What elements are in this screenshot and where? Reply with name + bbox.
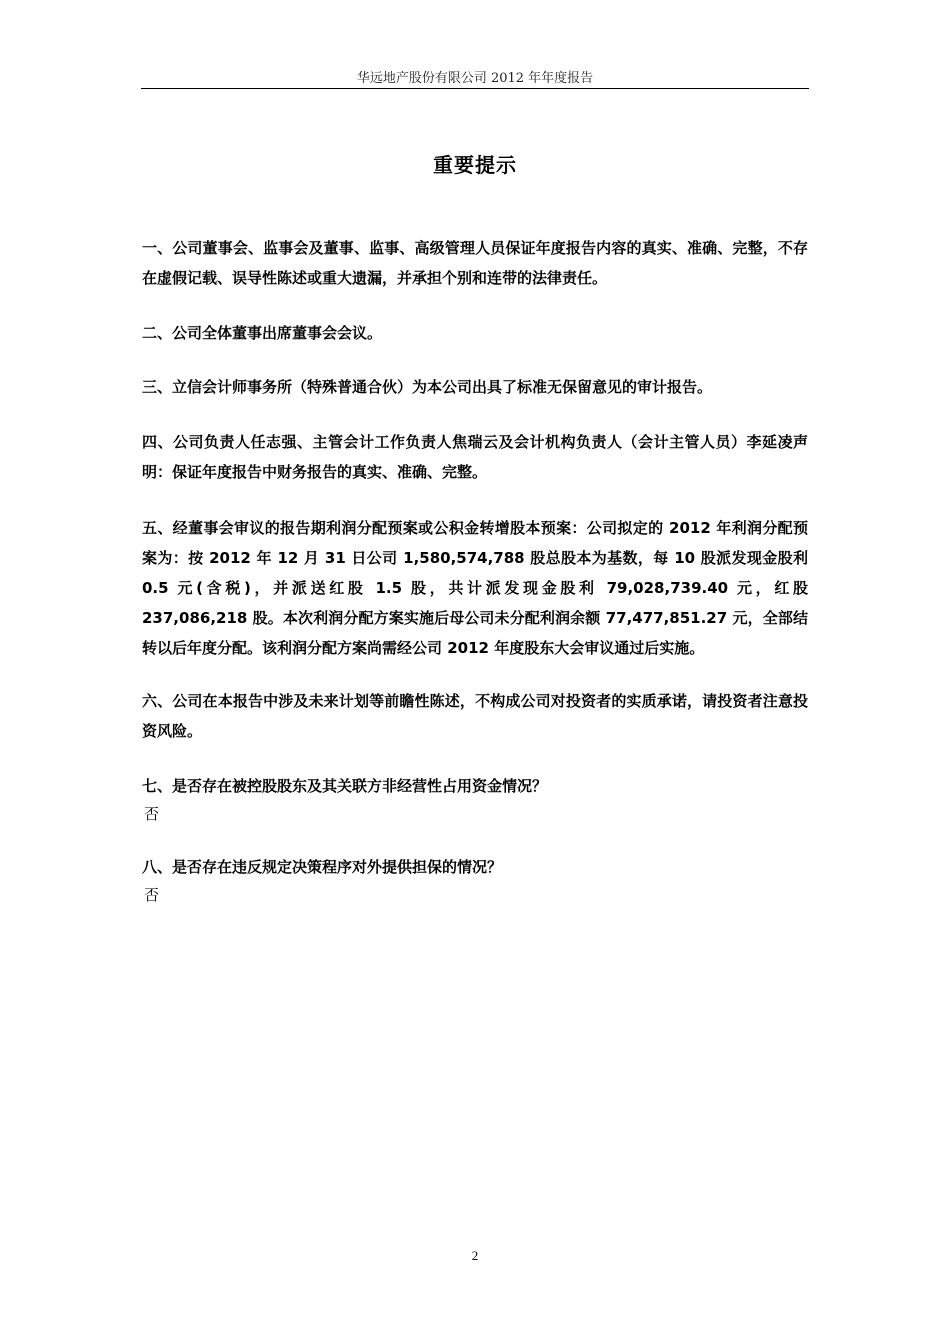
notice-item-7: 七、是否存在被控股股东及其关联方非经营性占用资金情况？ [142, 777, 548, 795]
notice-item-1: 一、公司董事会、监事会及董事、监事、高级管理人员保证年度报告内容的真实、准确、完整，不存在虚假记载、误导性陈述或重大遗漏，并承担个别和连带的法律责任。 [142, 239, 808, 287]
notice-item-2: 二、公司全体董事出席董事会会议。 [142, 324, 383, 342]
page-header: 华远地产股份有限公司 2012 年年度报告 [356, 71, 594, 86]
section-title: 重要提示 [433, 153, 517, 177]
notice-item-8-answer: 否 [144, 886, 160, 904]
header-rule [141, 88, 809, 89]
notice-item-8: 八、是否存在违反规定决策程序对外提供担保的情况？ [142, 858, 503, 876]
page-number: 2 [471, 1248, 479, 1263]
notice-item-7-answer: 否 [144, 805, 160, 823]
notice-item-4: 四、公司负责人任志强、主管会计工作负责人焦瑞云及会计机构负责人（会计主管人员）李延凌声明：保证年度报告中财务报告的真实、准确、完整。 [142, 433, 808, 481]
notice-item-3: 三、立信会计师事务所（特殊普通合伙）为本公司出具了标准无保留意见的审计报告。 [142, 378, 713, 396]
notice-item-6: 六、公司在本报告中涉及未来计划等前瞻性陈述，不构成公司对投资者的实质承诺，请投资者注意投资风险。 [142, 692, 808, 740]
notice-item-5: 五、经董事会审议的报告期利润分配预案或公积金转增股本预案：公司拟定的 2012 年利润分配预案为：按 2012 年 12 月 31 日公司 1,580,574,788 股总股本为基数，每 10 股派发现金股利 0.5 元(含税)，并派送红股 1.5 股，共计派发现金股利 79,028,739.40 元，红股 237,086,218 股。本次利润分配方案实施后母公司未分配利润余额 77,477,851.27 元，全部结转以后年度分配。该利润分配方案尚需经公司 2012 年度股东大会审议通过后实施。 [142, 519, 808, 657]
